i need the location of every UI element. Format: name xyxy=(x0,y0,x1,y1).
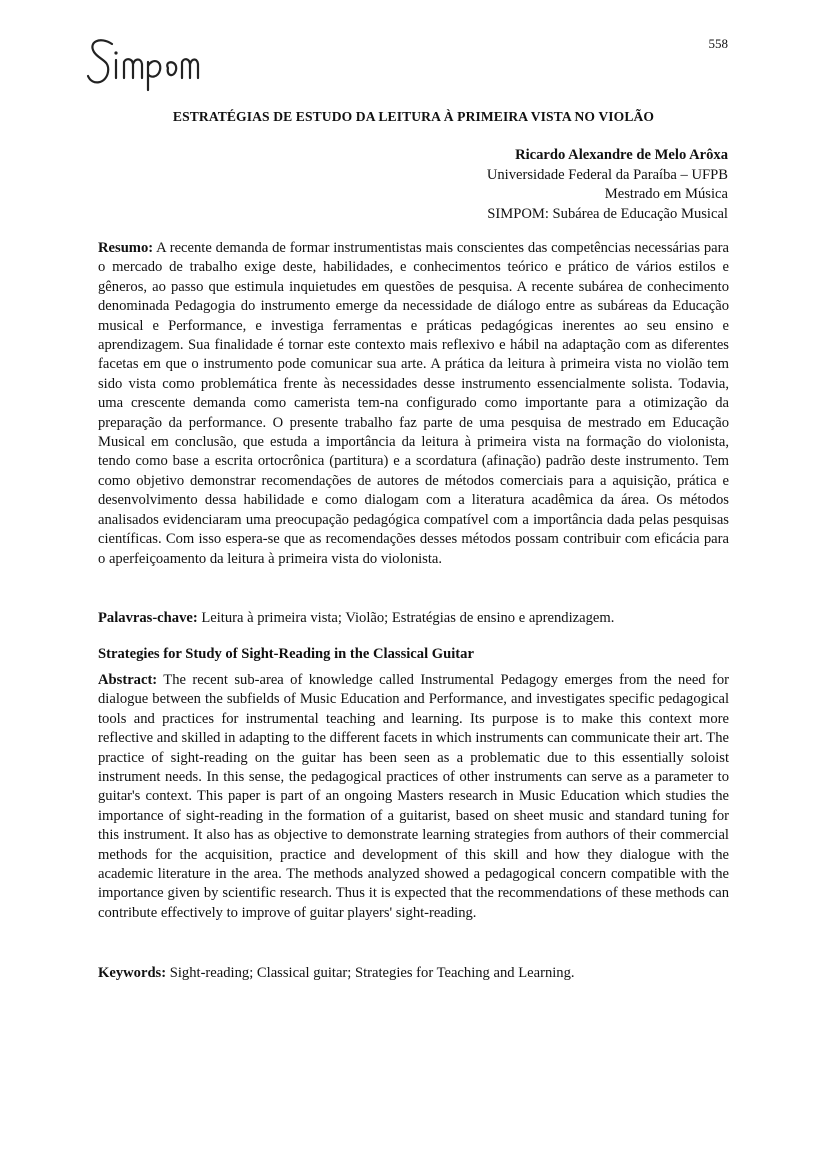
keywords-text: Sight-reading; Classical guitar; Strategies for Teaching and Learning. xyxy=(166,965,575,981)
author-program: Mestrado em Música xyxy=(604,186,728,203)
simpom-logo xyxy=(86,30,204,92)
author-affiliation: Universidade Federal da Paraíba – UFPB xyxy=(486,166,728,183)
keywords-label: Keywords: xyxy=(98,965,167,981)
resumo-label: Resumo: xyxy=(98,240,154,256)
resumo-text: A recente demanda de formar instrumentistas mais conscientes das competências necessárias para o mercado de trabalho exige deste, habilidades, e conhecimentos teórico e prático de vários estilos e gêneros, ao passo que estimula inquietudes em questões de pesquisa. A recente subárea de conhecimento denominada Pedagogia do instrumento emerge da necessidade de diálogo entre as subáreas da Educação musical e Performance, e investiga ferramentas e práticas pedagógicas inerentes ao seu ensino e aprendizagem. Sua finalidade é tornar este contexto mais reflexivo e hábil na adaptação com as diferentes facetas em que o instrumento pode comunicar sua arte. A prática da leitura à primeira vista no violão tem sido vista como problemática frente às necessidades desse instrumento essencialmente solista. Todavia, uma crescente demanda como camerista tem-na configurado como importante para a otimização da preparação da performance. O presente trabalho faz parte de uma pesquisa de mestrado em Educação Musical em conclusão, que estuda a importância da leitura à primeira vista na formação do violonista, tendo como base a escrita ortocrônica (partitura) e a scordatura (afinação) padrão deste instrumento. Tem como objetivo demonstrar recomendações de autores de métodos comerciais para a aquisição, prática e desenvolvimento dessa habilidade e como dialogam com a literatura acadêmica da área. Os métodos analisados evidenciaram uma preocupação pedagógica compatível com a importância dada pelas pesquisas científicas. Com isso espera-se que as recomendações desses métodos possam contribuir com eficácia para o aperfeiçoamento da leitura à primeira vista do violonista. xyxy=(98,240,729,567)
keywords-section xyxy=(98,964,729,983)
abstract-label: Abstract: xyxy=(98,672,158,688)
palavras-chave-section xyxy=(98,609,729,628)
abstract-section xyxy=(98,671,729,923)
paper-title: ESTRATÉGIAS DE ESTUDO DA LEITURA À PRIMEIRA VISTA NO VIOLÃO xyxy=(172,109,655,124)
logo-text: Simpom xyxy=(86,30,90,31)
author-subarea: SIMPOM: Subárea de Educação Musical xyxy=(487,205,728,222)
palavras-chave-label: Palavras-chave: xyxy=(98,610,198,626)
page-number: 558 xyxy=(708,36,728,51)
author-name: Ricardo Alexandre de Melo Arôxa xyxy=(515,147,728,163)
english-title: Strategies for Study of Sight-Reading in the Classical Guitar xyxy=(98,646,474,662)
palavras-chave-text: Leitura à primeira vista; Violão; Estratégias de ensino e aprendizagem. xyxy=(197,610,615,626)
resumo-section xyxy=(98,239,729,569)
author-block xyxy=(487,146,728,224)
abstract-text: The recent sub-area of knowledge called Instrumental Pedagogy emerges from the need for dialogue between the subfields of Music Education and Performance, and investigates specific pedagogical tools and practices for instrumental teaching and learning. Its purpose is to make this context more reflective and skilled in adapting to the different facets in which instruments can communicate their art. The practice of sight-reading on the guitar has been seen as a problematic due to this essentially soloist instrument needs. In this sense, the pedagogical practices of other instruments can serve as a parameter to guitar's context. This paper is part of an ongoing Masters research in Music Education which studies the importance of sight-reading in the formation of a guitarist, based on sheet music and standard tuning for this instrument. It also has as objective to demonstrate learning strategies from authors of their commercial methods for the acquisition, practice and development of this skill and how they dialogue with the academic literature in the area. The methods analyzed showed a pedagogical concern compatible with the importance given by scientific research. Thus it is expected that the recommendations of these methods can contribute effectively to improve of guitar players' sight-reading. xyxy=(98,672,729,921)
